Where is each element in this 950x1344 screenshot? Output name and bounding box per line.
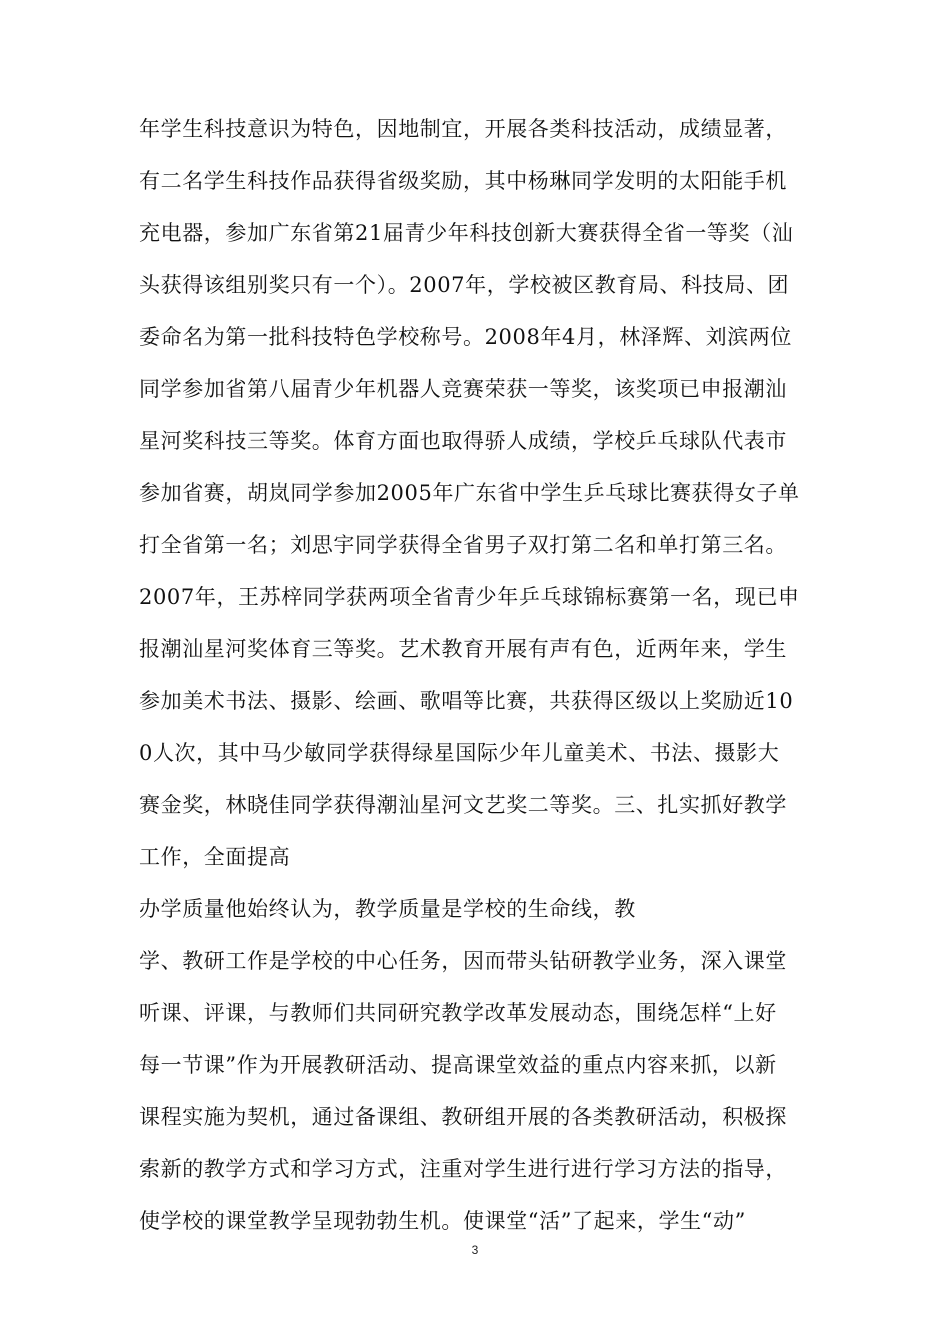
text-line: 年学生科技意识为特色，因地制宜，开展各类科技活动，成绩显著， <box>139 117 787 141</box>
text-line: 学、教研工作是学校的中心任务，因而带头钻研教学业务，深入课堂 <box>139 949 787 973</box>
text-line: 头获得该组别奖只有一个）。2007年，学校被区教育局、科技局、团 <box>139 273 790 297</box>
text-line: 0人次，其中马少敏同学获得绿星国际少年儿童美术、书法、摄影大 <box>139 741 780 765</box>
text-line: 赛金奖，林晓佳同学获得潮汕星河文艺奖二等奖。三、扎实抓好教学 <box>139 793 787 817</box>
text-line: 课程实施为契机，通过备课组、教研组开展的各类教研活动，积极探 <box>139 1105 787 1129</box>
text-line: 办学质量他始终认为，教学质量是学校的生命线，教 <box>139 897 636 921</box>
text-line: 听课、评课，与教师们共同研究教学改革发展动态，围绕怎样“上好 <box>139 1001 777 1025</box>
text-line: 打全省第一名；刘思宇同学获得全省男子双打第二名和单打第三名。 <box>139 533 787 557</box>
text-line: 有二名学生科技作品获得省级奖励，其中杨琳同学发明的太阳能手机 <box>139 169 787 193</box>
text-line: 工作，全面提高 <box>139 845 291 869</box>
text-line: 2007年，王苏梓同学获两项全省青少年乒乓球锦标赛第一名，现已申 <box>139 585 800 609</box>
text-line: 参加省赛，胡岚同学参加2005年广东省中学生乒乓球比赛获得女子单 <box>139 481 800 505</box>
text-line: 每一节课”作为开展教研活动、提高课堂效益的重点内容来抓，以新 <box>139 1053 777 1077</box>
text-line: 充电器，参加广东省第21届青少年科技创新大赛获得全省一等奖（汕 <box>139 221 794 245</box>
text-line: 使学校的课堂教学呈现勃勃生机。使课堂“活”了起来，学生“动” <box>139 1209 746 1233</box>
text-line: 委命名为第一批科技特色学校称号。2008年4月，林泽辉、刘滨两位 <box>139 325 793 349</box>
text-line: 索新的教学方式和学习方式，注重对学生进行进行学习方法的指导， <box>139 1157 787 1181</box>
text-line: 参加美术书法、摄影、绘画、歌唱等比赛，共获得区级以上奖励近10 <box>139 689 794 713</box>
text-line: 同学参加省第八届青少年机器人竞赛荣获一等奖，该奖项已申报潮汕 <box>139 377 787 401</box>
text-line: 报潮汕星河奖体育三等奖。艺术教育开展有声有色，近两年来，学生 <box>139 637 787 661</box>
text-line: 星河奖科技三等奖。体育方面也取得骄人成绩，学校乒乓球队代表市 <box>139 429 787 453</box>
page-number: 3 <box>471 1243 479 1257</box>
